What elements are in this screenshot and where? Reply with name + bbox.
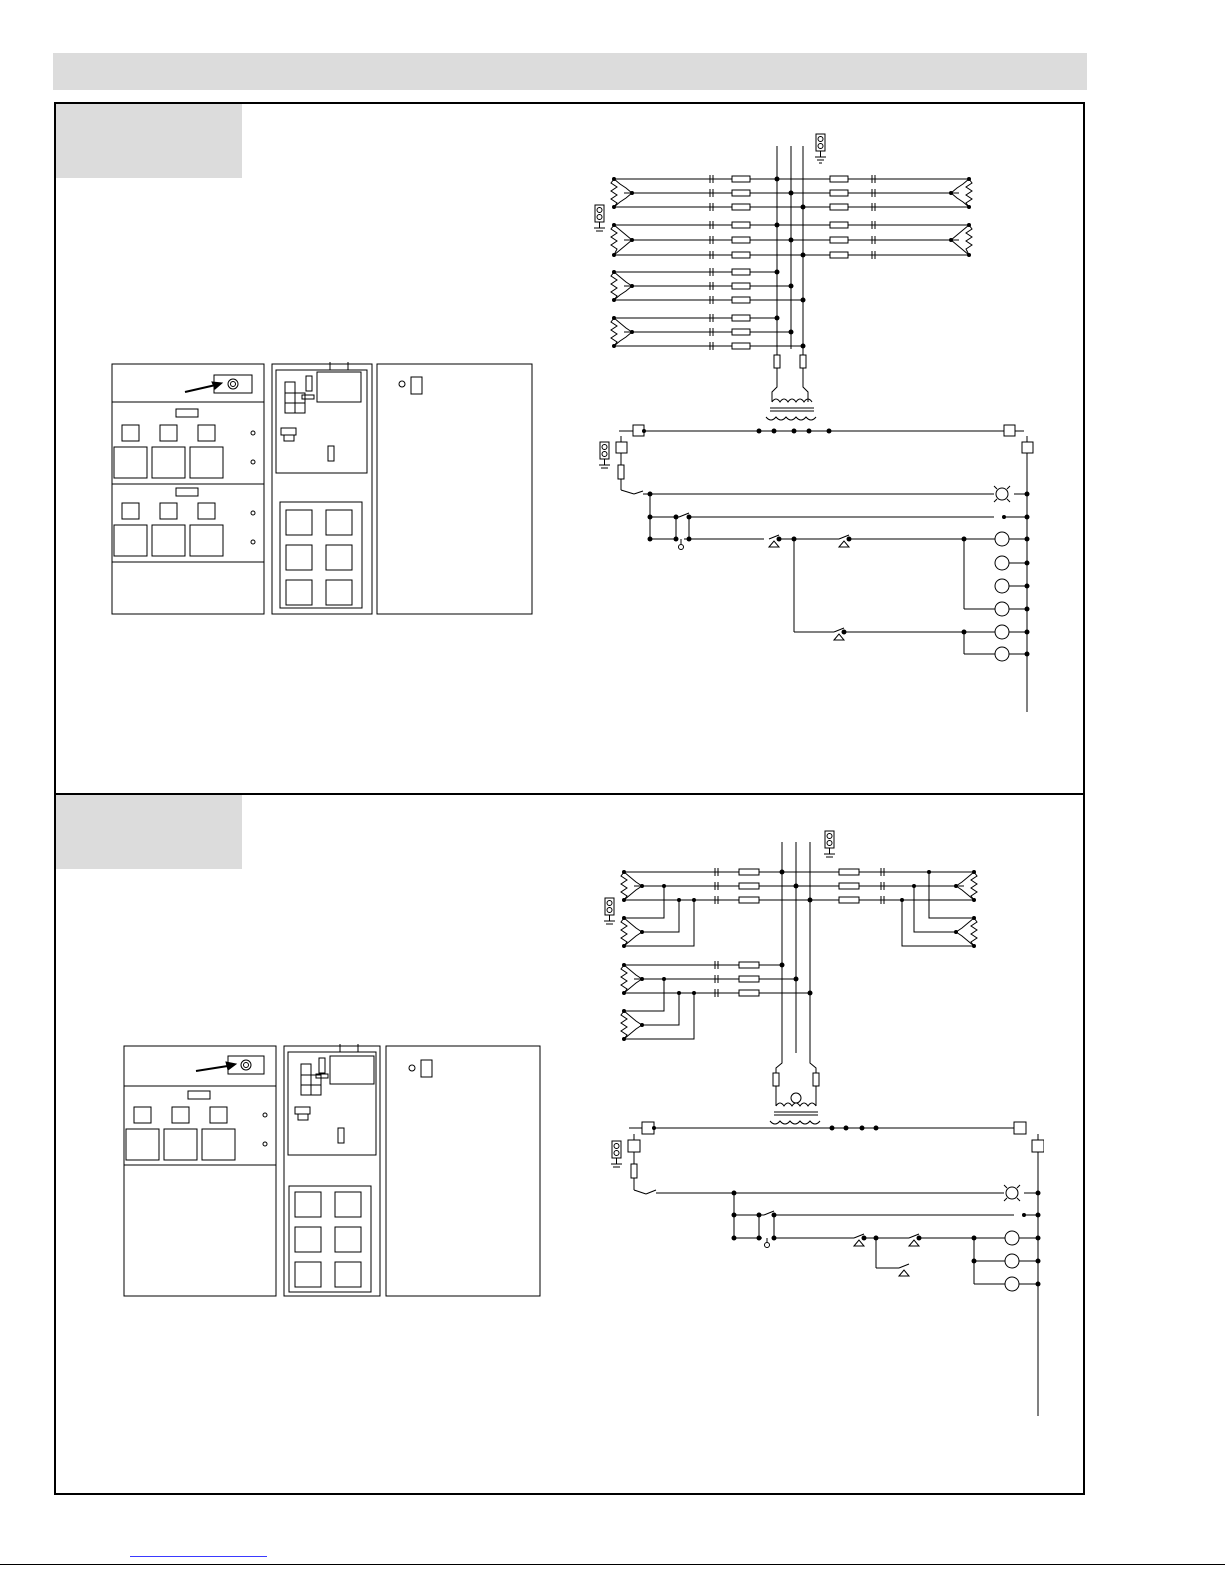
coil-icon — [621, 872, 977, 1039]
footer-link-underline[interactable] — [130, 1556, 267, 1557]
coil-icon — [1005, 1231, 1019, 1291]
cabinet-panel-drawing — [122, 1044, 547, 1300]
header-bar — [53, 53, 1087, 90]
ground-symbol-icon — [594, 205, 605, 231]
coil-icon — [995, 532, 1009, 661]
section-bottom — [54, 795, 1085, 1495]
ground-symbol-icon — [611, 1141, 622, 1167]
switch-icon — [899, 1264, 909, 1276]
ground-symbol-icon — [824, 831, 835, 857]
footer-rule — [0, 1564, 1225, 1565]
wiring-schematic-bottom — [584, 828, 1044, 1418]
section-top — [54, 102, 1085, 795]
ground-symbol-icon — [599, 442, 610, 468]
lamp-icon — [994, 486, 1010, 502]
cabinet-panel-drawing — [110, 362, 535, 618]
section-tab-top — [56, 104, 242, 178]
wiring-schematic-top — [584, 132, 1034, 717]
section-tab-bottom — [56, 795, 242, 869]
arrow-icon — [185, 382, 222, 392]
lamp-icon — [1004, 1185, 1020, 1201]
ground-symbol-icon — [604, 898, 615, 924]
arrow-icon — [196, 1062, 236, 1071]
ground-symbol-icon — [815, 134, 826, 163]
